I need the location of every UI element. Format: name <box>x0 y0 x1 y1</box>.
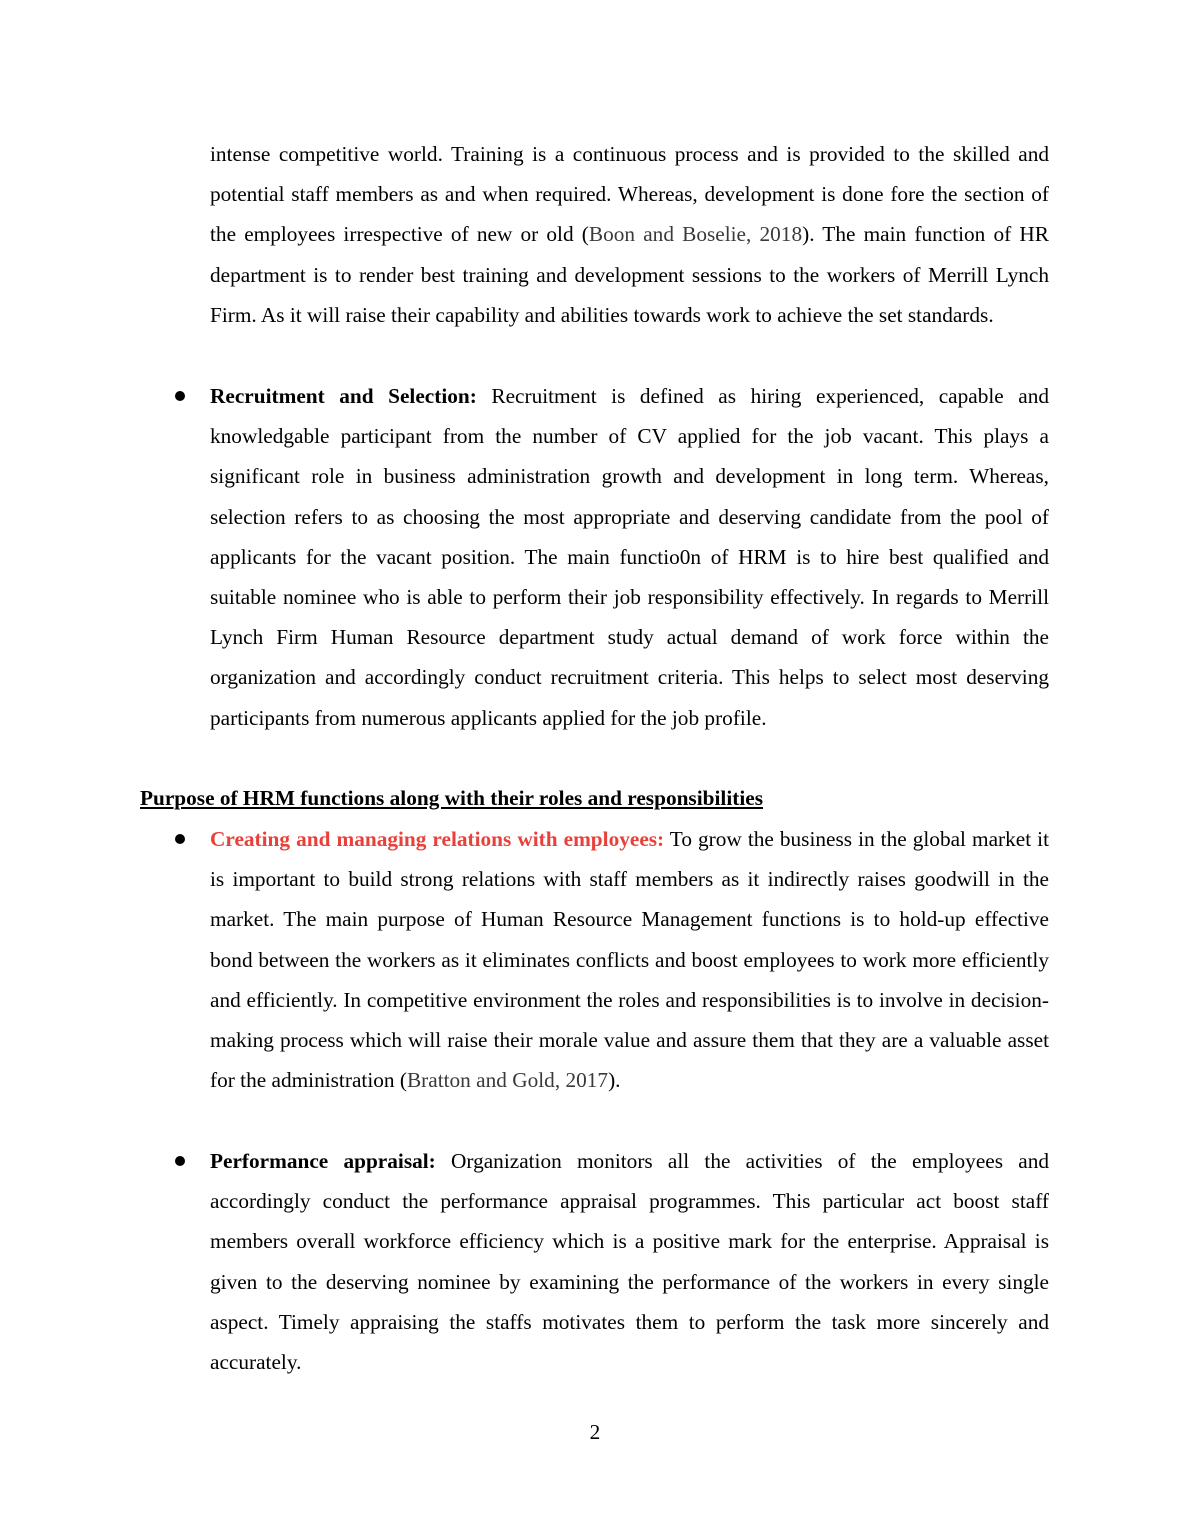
bullet-term: Recruitment and Selection: <box>210 384 477 408</box>
bullet-icon <box>175 834 185 844</box>
continuation-text-part1: intense competitive world. Training is a continuous process and is provided to the skilled and potential staff members as and when required. Whereas, development is done fore the section of the employees irrespective of new or old ( <box>210 142 1049 247</box>
bullet-icon <box>175 391 185 401</box>
bullet-performance-appraisal <box>210 1141 1049 1382</box>
bullet-term: Performance appraisal: <box>210 1149 436 1173</box>
bullet-term-highlighted: Creating and managing relations with employees: <box>210 827 665 851</box>
section-heading: Purpose of HRM functions along with their roles and responsibilities <box>140 786 763 810</box>
continuation-text-part2: ). The main function of HR department is to render best training and development sessions to the workers of Merrill Lynch Firm. As it will raise their capability and abilities towards work to achieve the set standards. <box>210 222 1049 327</box>
continuation-paragraph <box>210 134 1049 335</box>
page-number: 2 <box>589 1420 601 1444</box>
bullet-employee-relations <box>210 819 1049 1100</box>
bullet-text: Organization monitors all the activities of the employees and accordingly conduct the performance appraisal programmes. This particular act boost staff members overall workforce efficiency which is a positive mark for the enterprise. Appraisal is given to the deserving nominee by examining the performance of the workers in every single aspect. Timely appraising the staffs motivates them to perform the task more sincerely and accurately. <box>210 1149 1049 1375</box>
bullet-text: Recruitment is defined as hiring experienced, capable and knowledgable participant from the number of CV applied for the job vacant. This plays a significant role in business administration growth and development in long term. Whereas, selection refers to as choosing the most appropriate and deserving candidate from the pool of applicants for the vacant position. The main functio0n of HRM is to hire best qualified and suitable nominee who is able to perform their job responsibility effectively. In regards to Merrill Lynch Firm Human Resource department study actual demand of work force within the organization and accordingly conduct recruitment criteria. This helps to select most deserving participants from numerous applicants applied for the job profile. <box>210 384 1049 730</box>
bullet-recruitment-selection <box>210 376 1049 738</box>
bullet-text-part1: To grow the business in the global market it is important to build strong relations with staff members as it indirectly raises goodwill in the market. The main purpose of Human Resource Management functions is to hold-up effective bond between the workers as it eliminates conflicts and boost employees to work more efficiently and efficiently. In competitive environment the roles and responsibilities is to involve in decision-making process which will raise their morale value and assure them that they are a valuable asset for the administration ( <box>210 827 1050 1093</box>
bullet-icon <box>175 1156 185 1166</box>
citation-bratton-gold: Bratton and Gold, 2017 <box>406 1068 609 1093</box>
bullet-text-part2: ). <box>608 1068 621 1093</box>
citation-boon-boselie: Boon and Boselie, 2018 <box>588 222 803 247</box>
